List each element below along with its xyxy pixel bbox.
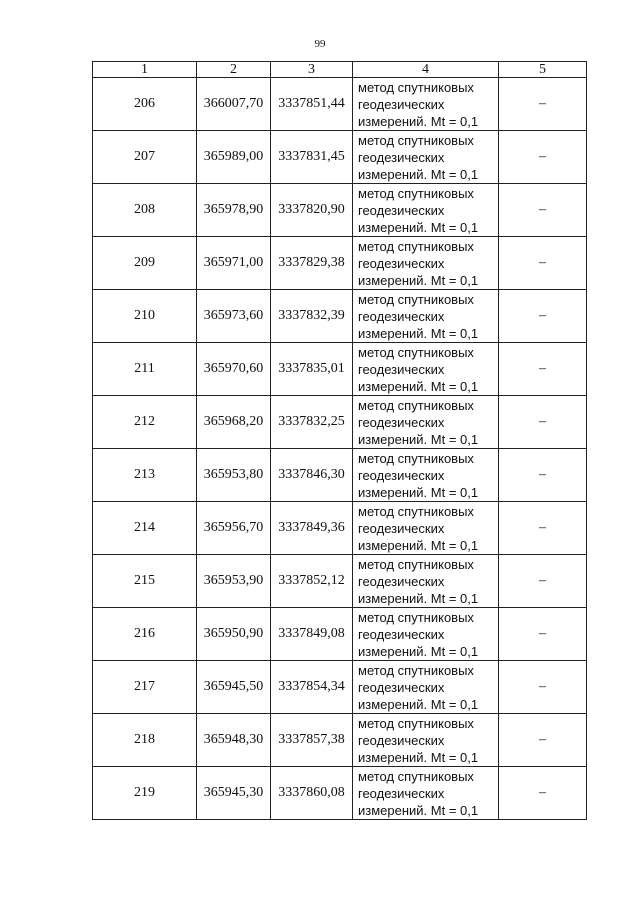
table-row bbox=[93, 608, 587, 661]
x-coordinate-cell: 365953,80 bbox=[197, 449, 271, 502]
x-coordinate-cell: 365953,90 bbox=[197, 555, 271, 608]
method-line-1: метод спутниковых bbox=[358, 503, 474, 519]
method-line-2: геодезических bbox=[358, 255, 445, 271]
method-line-2: геодезических bbox=[358, 679, 445, 695]
method-cell bbox=[353, 184, 499, 237]
note-cell: – bbox=[499, 78, 587, 131]
method-line-3: измерений. Mt = 0,1 bbox=[358, 537, 479, 553]
x-coordinate-cell: 365968,20 bbox=[197, 396, 271, 449]
method-cell bbox=[353, 131, 499, 184]
note-cell: – bbox=[499, 184, 587, 237]
y-coordinate-cell: 3337851,44 bbox=[271, 78, 353, 131]
point-number-cell: 208 bbox=[93, 184, 197, 237]
method-line-1: метод спутниковых bbox=[358, 185, 474, 201]
point-number-cell: 215 bbox=[93, 555, 197, 608]
point-number-cell: 217 bbox=[93, 661, 197, 714]
method-line-2: геодезических bbox=[358, 149, 445, 165]
x-coordinate-cell: 365948,30 bbox=[197, 714, 271, 767]
y-coordinate-cell: 3337860,08 bbox=[271, 767, 353, 820]
method-line-3: измерений. Mt = 0,1 bbox=[358, 590, 479, 606]
method-line-2: геодезических bbox=[358, 732, 445, 748]
y-coordinate-cell: 3337852,12 bbox=[271, 555, 353, 608]
x-coordinate-cell: 366007,70 bbox=[197, 78, 271, 131]
method-line-3: измерений. Mt = 0,1 bbox=[358, 643, 479, 659]
point-number-cell: 219 bbox=[93, 767, 197, 820]
method-line-2: геодезических bbox=[358, 361, 445, 377]
table-row bbox=[93, 237, 587, 290]
note-cell: – bbox=[499, 661, 587, 714]
table-row bbox=[93, 449, 587, 502]
point-number-cell: 207 bbox=[93, 131, 197, 184]
y-coordinate-cell: 3337854,34 bbox=[271, 661, 353, 714]
table-row bbox=[93, 131, 587, 184]
x-coordinate-cell: 365971,00 bbox=[197, 237, 271, 290]
method-line-3: измерений. Mt = 0,1 bbox=[358, 484, 479, 500]
point-number-cell: 213 bbox=[93, 449, 197, 502]
method-cell bbox=[353, 290, 499, 343]
point-number-cell: 214 bbox=[93, 502, 197, 555]
x-coordinate-cell: 365970,60 bbox=[197, 343, 271, 396]
y-coordinate-cell: 3337846,30 bbox=[271, 449, 353, 502]
y-coordinate-cell: 3337835,01 bbox=[271, 343, 353, 396]
method-line-2: геодезических bbox=[358, 414, 445, 430]
point-number-cell: 212 bbox=[93, 396, 197, 449]
method-line-3: измерений. Mt = 0,1 bbox=[358, 378, 479, 394]
method-line-3: измерений. Mt = 0,1 bbox=[358, 431, 479, 447]
point-number-cell: 218 bbox=[93, 714, 197, 767]
method-line-1: метод спутниковых bbox=[358, 662, 474, 678]
method-cell bbox=[353, 608, 499, 661]
method-cell bbox=[353, 714, 499, 767]
header-col-1: 1 bbox=[93, 62, 197, 78]
table-row bbox=[93, 78, 587, 131]
x-coordinate-cell: 365950,90 bbox=[197, 608, 271, 661]
coordinates-table bbox=[92, 61, 587, 820]
method-line-1: метод спутниковых bbox=[358, 291, 474, 307]
method-line-1: метод спутниковых bbox=[358, 556, 474, 572]
method-cell bbox=[353, 661, 499, 714]
point-number-cell: 210 bbox=[93, 290, 197, 343]
method-line-3: измерений. Mt = 0,1 bbox=[358, 802, 479, 818]
method-line-2: геодезических bbox=[358, 785, 445, 801]
method-line-1: метод спутниковых bbox=[358, 609, 474, 625]
y-coordinate-cell: 3337849,08 bbox=[271, 608, 353, 661]
method-line-2: геодезических bbox=[358, 520, 445, 536]
x-coordinate-cell: 365989,00 bbox=[197, 131, 271, 184]
point-number-cell: 209 bbox=[93, 237, 197, 290]
header-col-4: 4 bbox=[353, 62, 499, 78]
header-col-5: 5 bbox=[499, 62, 587, 78]
y-coordinate-cell: 3337820,90 bbox=[271, 184, 353, 237]
method-cell bbox=[353, 237, 499, 290]
x-coordinate-cell: 365973,60 bbox=[197, 290, 271, 343]
method-line-1: метод спутниковых bbox=[358, 344, 474, 360]
table-row bbox=[93, 714, 587, 767]
method-line-3: измерений. Mt = 0,1 bbox=[358, 166, 479, 182]
method-cell bbox=[353, 502, 499, 555]
method-line-1: метод спутниковых bbox=[358, 397, 474, 413]
table-body bbox=[93, 78, 587, 820]
method-line-1: метод спутниковых bbox=[358, 132, 474, 148]
note-cell: – bbox=[499, 767, 587, 820]
table-row bbox=[93, 396, 587, 449]
note-cell: – bbox=[499, 131, 587, 184]
method-cell bbox=[353, 767, 499, 820]
note-cell: – bbox=[499, 502, 587, 555]
point-number-cell: 216 bbox=[93, 608, 197, 661]
table-row bbox=[93, 343, 587, 396]
method-line-1: метод спутниковых bbox=[358, 450, 474, 466]
x-coordinate-cell: 365956,70 bbox=[197, 502, 271, 555]
note-cell: – bbox=[499, 290, 587, 343]
table-row bbox=[93, 661, 587, 714]
method-line-2: геодезических bbox=[358, 626, 445, 642]
note-cell: – bbox=[499, 449, 587, 502]
method-line-1: метод спутниковых bbox=[358, 79, 474, 95]
point-number-cell: 206 bbox=[93, 78, 197, 131]
method-line-3: измерений. Mt = 0,1 bbox=[358, 219, 479, 235]
y-coordinate-cell: 3337832,25 bbox=[271, 396, 353, 449]
table-header-row bbox=[93, 62, 587, 78]
table-row bbox=[93, 290, 587, 343]
x-coordinate-cell: 365945,50 bbox=[197, 661, 271, 714]
method-line-2: геодезических bbox=[358, 96, 445, 112]
method-cell bbox=[353, 78, 499, 131]
page-number: 99 bbox=[314, 38, 326, 50]
y-coordinate-cell: 3337831,45 bbox=[271, 131, 353, 184]
y-coordinate-cell: 3337849,36 bbox=[271, 502, 353, 555]
note-cell: – bbox=[499, 237, 587, 290]
method-line-3: измерений. Mt = 0,1 bbox=[358, 696, 479, 712]
table-row bbox=[93, 184, 587, 237]
y-coordinate-cell: 3337832,39 bbox=[271, 290, 353, 343]
method-cell bbox=[353, 555, 499, 608]
note-cell: – bbox=[499, 343, 587, 396]
method-cell bbox=[353, 449, 499, 502]
x-coordinate-cell: 365945,30 bbox=[197, 767, 271, 820]
y-coordinate-cell: 3337829,38 bbox=[271, 237, 353, 290]
method-cell bbox=[353, 396, 499, 449]
method-line-2: геодезических bbox=[358, 308, 445, 324]
method-line-1: метод спутниковых bbox=[358, 715, 474, 731]
x-coordinate-cell: 365978,90 bbox=[197, 184, 271, 237]
method-line-3: измерений. Mt = 0,1 bbox=[358, 113, 479, 129]
table-row bbox=[93, 767, 587, 820]
point-number-cell: 211 bbox=[93, 343, 197, 396]
table-row bbox=[93, 502, 587, 555]
note-cell: – bbox=[499, 714, 587, 767]
table-row bbox=[93, 555, 587, 608]
method-line-2: геодезических bbox=[358, 467, 445, 483]
header-col-2: 2 bbox=[197, 62, 271, 78]
note-cell: – bbox=[499, 555, 587, 608]
note-cell: – bbox=[499, 608, 587, 661]
method-cell bbox=[353, 343, 499, 396]
y-coordinate-cell: 3337857,38 bbox=[271, 714, 353, 767]
method-line-1: метод спутниковых bbox=[358, 238, 474, 254]
method-line-2: геодезических bbox=[358, 573, 445, 589]
method-line-2: геодезических bbox=[358, 202, 445, 218]
method-line-3: измерений. Mt = 0,1 bbox=[358, 325, 479, 341]
method-line-3: измерений. Mt = 0,1 bbox=[358, 749, 479, 765]
note-cell: – bbox=[499, 396, 587, 449]
method-line-3: измерений. Mt = 0,1 bbox=[358, 272, 479, 288]
method-line-1: метод спутниковых bbox=[358, 768, 474, 784]
header-col-3: 3 bbox=[271, 62, 353, 78]
